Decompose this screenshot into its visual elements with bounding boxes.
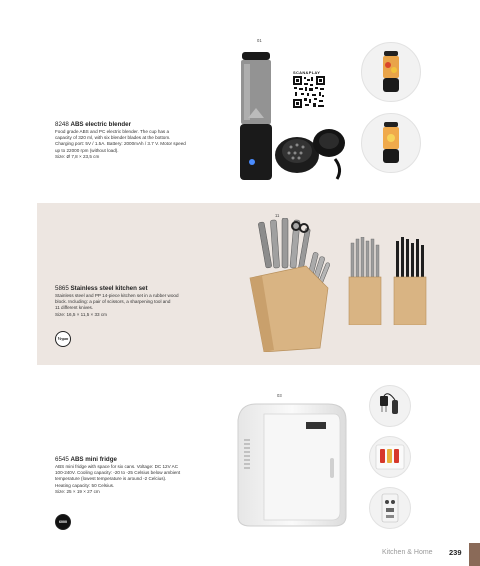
desc-line: Stainless steel and PP 14-piece kitchen set in a rubber wood bbox=[55, 293, 179, 298]
desc-line: Size: 25 × 19 × 27 cm bbox=[55, 488, 100, 494]
page-number: 239 bbox=[449, 548, 462, 557]
blender-parts-image bbox=[273, 125, 353, 183]
thumbnail-fridge-plugs bbox=[369, 385, 411, 427]
desc-line: capacity of 320 ml, with six blender blades at the bottom. bbox=[55, 135, 171, 141]
desc-line: 11 different knives. bbox=[55, 305, 94, 311]
product-code: 5865 bbox=[55, 285, 69, 292]
desc-line: Heating capacity: 50 Celsius. bbox=[55, 482, 115, 488]
qr-code[interactable] bbox=[293, 76, 325, 108]
capacity-badge: 6000 bbox=[55, 514, 71, 530]
page-ref-03: 03 bbox=[277, 393, 282, 398]
desc-line: block. Including: a pair of scissors, a sharpening tool and bbox=[55, 299, 171, 305]
knife-block-small-1 bbox=[347, 237, 383, 325]
product-title-blender bbox=[55, 121, 131, 128]
desc-line: Charging port: 5V / 1.5A. Battery: 2000mAh / 3.7 V. Motor speed bbox=[55, 141, 186, 147]
blender-image bbox=[238, 52, 274, 180]
product-name: Stainless steel kitchen set bbox=[70, 285, 148, 292]
section-tab bbox=[469, 543, 480, 566]
qr-label: SCAN&PLAY bbox=[293, 70, 321, 75]
product-name: ABS electric blender bbox=[70, 121, 132, 128]
product-name: ABS mini fridge bbox=[70, 456, 117, 463]
thumbnail-fridge-cans bbox=[369, 436, 411, 478]
desc-line: temperature (lowest temperature is around -2 Celcius). bbox=[55, 476, 167, 482]
thumbnail-fridge-back bbox=[369, 487, 411, 529]
desc-line: Size: 16,5 × 11,5 × 33 cm bbox=[55, 311, 108, 317]
desc-line: Size: Ø 7,8 × 23,5 cm bbox=[55, 153, 100, 159]
thumbnail-blender-fruit bbox=[361, 42, 421, 102]
page-ref-11: 11 bbox=[275, 213, 280, 218]
footer-section-name: Kitchen & Home bbox=[382, 549, 433, 556]
knife-block-image bbox=[246, 218, 332, 352]
product-code: 8248 bbox=[55, 121, 69, 128]
product-title-fridge bbox=[55, 456, 117, 463]
vegan-badge: Vegan bbox=[55, 331, 71, 347]
product-description-kitchen-set bbox=[55, 293, 215, 318]
thumbnail-blender-juice bbox=[361, 113, 421, 173]
product-title-kitchen-set bbox=[55, 285, 148, 292]
desc-line: 100-240V. Cooling capacity: -20 to -25 Celsius below ambient bbox=[55, 470, 181, 476]
mini-fridge-image bbox=[234, 400, 350, 530]
desc-line: Food grade ABS and PC electric blender. The cup has a bbox=[55, 129, 170, 134]
product-description-fridge bbox=[55, 464, 215, 495]
product-description-blender bbox=[55, 129, 215, 160]
product-code: 6545 bbox=[55, 456, 69, 463]
desc-line: up to 22000 rpm (without load). bbox=[55, 147, 119, 153]
desc-line: ABS mini fridge with space for six cans. Voltage: DC 12V AC bbox=[55, 464, 179, 469]
knife-block-small-2 bbox=[392, 237, 428, 325]
page-ref-01: 01 bbox=[257, 38, 262, 43]
